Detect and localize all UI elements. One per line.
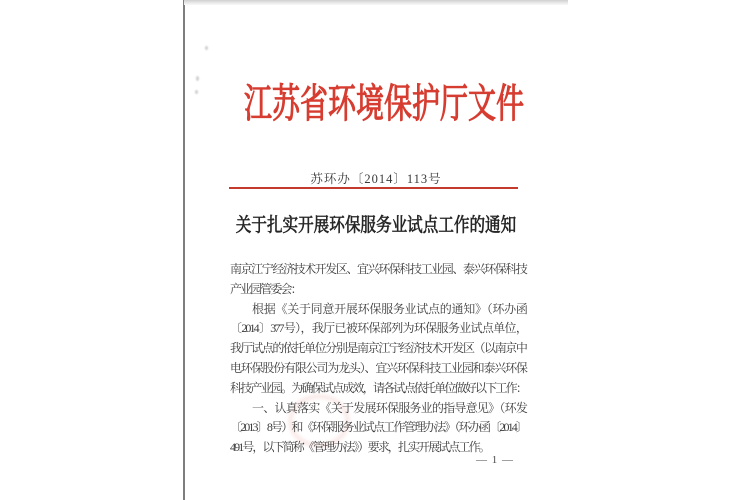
body-line: 南京江宁经济技术开发区、宜兴环保科技工业园、泰兴环保科技 [230, 262, 526, 276]
body-line: 根据《关于同意开展环保服务业试点的通知》（环办函 [252, 301, 526, 316]
body-line: 我厅试点的依托单位分别是南京江宁经济技术开发区（以南京中 [230, 341, 526, 356]
letterhead-rule [229, 187, 518, 189]
body-line: 〔2014〕377号），我厅已被环保部列为环保服务业试点单位， [230, 321, 526, 336]
document-title-text: 关于扎实开展环保服务业试点工作的通知 [235, 215, 517, 236]
page-top-edge [184, 0, 568, 5]
body-line: 〔2013〕8号）和《环保服务业试点工作管理办法》（环办函〔2014〕 [230, 420, 526, 435]
document-title [184, 214, 568, 239]
scan-artifact [205, 46, 208, 50]
document-body [230, 260, 526, 458]
agency-letterhead [184, 80, 568, 128]
body-line: 一、认真落实《关于发展环保服务业的指导意见》（环发 [252, 400, 526, 415]
document-number: 苏环办〔2014〕113号 [310, 172, 442, 186]
body-line: 科技产业园。为确保试点成效，请各试点依托单位做好以下工作： [230, 380, 526, 395]
body-line: 电环保股份有限公司为龙头）、宜兴环保科技工业园和泰兴环保 [230, 360, 526, 375]
page-left-edge [183, 0, 185, 500]
body-line: 491号，以下简称《管理办法》）要求，扎实开展试点工作。 [230, 440, 489, 455]
agency-letterhead-text: 江苏省环境保护厅文件 [244, 81, 524, 126]
page-number: — 1 — [476, 454, 514, 466]
body-line: 产业园管委会： [230, 281, 301, 296]
